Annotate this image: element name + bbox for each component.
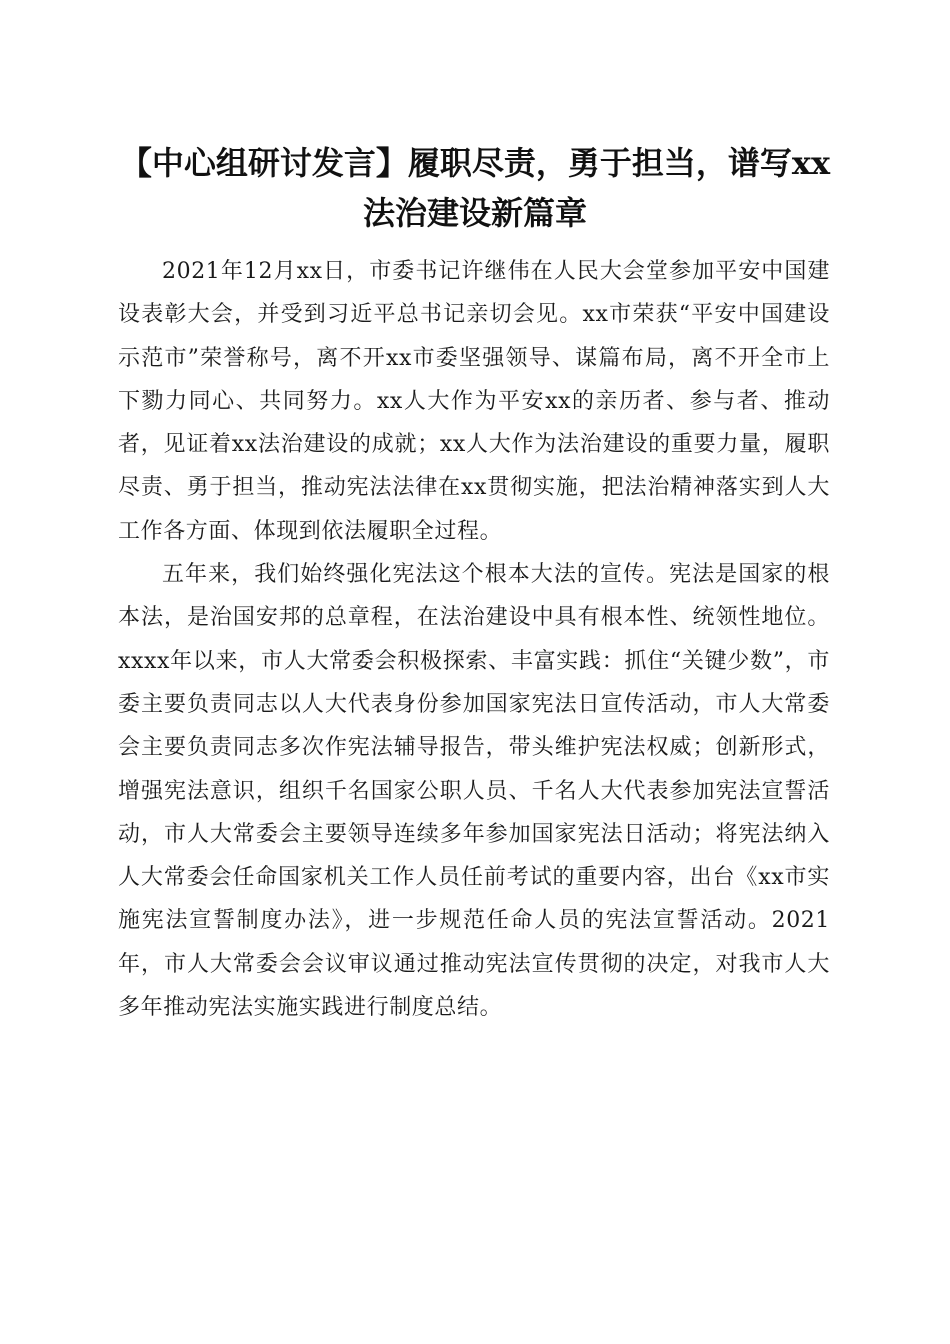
document-title: 【中心组研讨发言】履职尽责，勇于担当，谱写xx法治建设新篇章 [119,144,831,232]
body-paragraph-2: 五年来，我们始终强化宪法这个根本大法的宣传。宪法是国家的根本法，是治国安邦的总章程，在法治建设中具有根本性、统领性地位。xxxx年以来，市人大常委会积极探索、丰富实践：抓住“关键少数”，市委主要负责同志以人大代表身份参加国家宪法日宣传活动，市人大常委会主要负责同志多次作宪法辅导报告，带头维护宪法权威；创新形式，增强宪法意识，组织千名国家公职人员、千名人大代表参加宪法宣誓活动，市人大常委会主要领导连续多年参加国家宪法日活动；将宪法纳入人大常委会任命国家机关工作人员任前考试的重要内容，出台《xx市实施宪法宣誓制度办法》，进一步规范任命人员的宪法宣誓活动。2021年，市人大常委会会议审议通过推动宪法宣传贯彻的决定，对我市人大多年推动宪法实施实践进行制度总结。 [118,562,830,1021]
body-paragraph-1: 2021年12月xx日，市委书记许继伟在人民大会堂参加平安中国建设表彰大会，并受到习近平总书记亲切会见。xx市荣获“平安中国建设示范市”荣誉称号，离不开xx市委坚强领导、谋篇布局，离不开全市上下勠力同心、共同努力。xx人大作为平安xx的亲历者、参与者、推动者，见证着xx法治建设的成就；xx人大作为法治建设的重要力量，履职尽责、勇于担当，推动宪法法律在xx贯彻实施，把法治精神落实到人大工作各方面、体现到依法履职全过程。 [118,259,830,544]
document-body [118,250,830,1029]
